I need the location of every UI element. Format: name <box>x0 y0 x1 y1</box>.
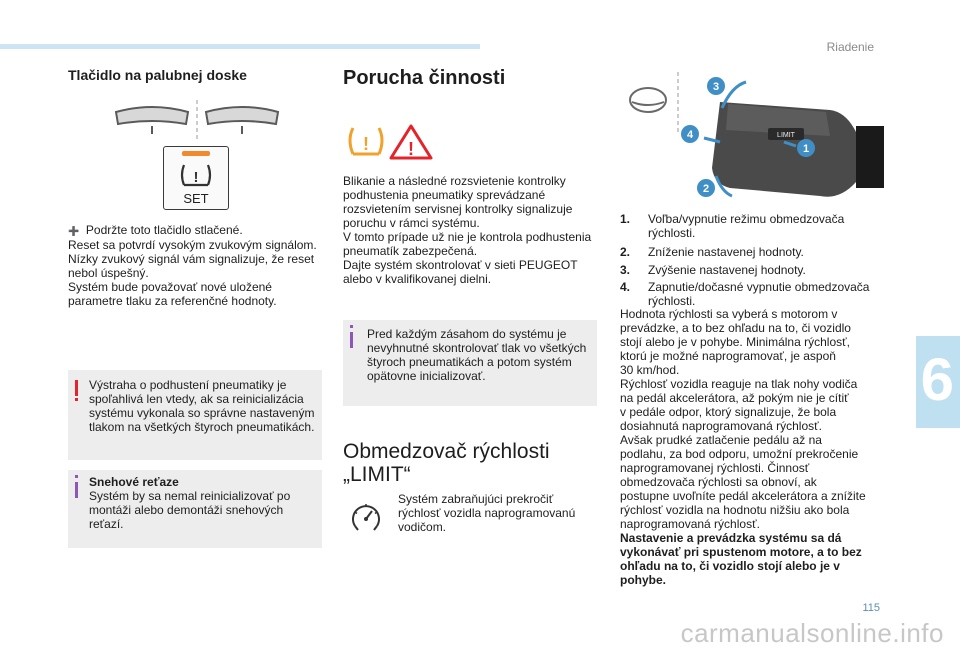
text-line: pneumatík zabezpečená. <box>343 244 478 258</box>
info-box <box>68 470 322 548</box>
text-line: montáži alebo demontáži snehových <box>89 503 284 517</box>
svg-text:!: ! <box>363 134 369 154</box>
chapter-number: 6 <box>920 346 954 413</box>
svg-text:3: 3 <box>712 81 720 93</box>
tire-pressure-icon <box>178 161 214 189</box>
text-line: pohybe. <box>620 573 667 587</box>
text-line: na pedál akcelerátora, až pokým nie je cítiť <box>620 391 849 405</box>
svg-text:2: 2 <box>702 183 710 195</box>
malfunction-title: Porucha činnosti <box>343 67 506 89</box>
text-line: vykonávať pri spustenom motore, a to bez <box>620 545 862 559</box>
malfunction-text <box>343 174 605 286</box>
callout-3 <box>707 77 725 95</box>
warning-box <box>68 370 322 460</box>
text-line: Avšak prudké zatlačenie pedálu až na <box>620 433 822 447</box>
tpms-instructions <box>68 223 324 308</box>
info-box <box>343 320 597 406</box>
text-line: ktorú je možné naprogramovať, je aspoň <box>620 349 836 363</box>
speedometer-icon <box>349 500 383 534</box>
text-line: poruchu v rámci systému. <box>343 216 480 230</box>
text-line: V tomto prípade už nie je kontrola podhustenia <box>343 230 592 244</box>
limiter-title: Obmedzovač rýchlosti „LIMIT“ <box>343 440 550 486</box>
section-title: Riadenie <box>826 40 874 54</box>
steering-wheel-illustration <box>112 100 282 140</box>
page-number: 115 <box>862 602 880 614</box>
svg-text:1: 1 <box>802 143 810 155</box>
warning-icon <box>75 380 78 396</box>
tire-warning-icon <box>350 128 382 154</box>
text-line: Systém by sa nemal reinicializovať po <box>89 489 291 503</box>
warning-lamps <box>345 122 435 162</box>
text-line: opätovne inicializovať. <box>367 369 486 383</box>
text-line: Dajte systém skontrolovať v sieti PEUGEOT <box>343 258 578 272</box>
text-line: Pred každým zásahom do systému je <box>367 327 567 341</box>
text-line: Nastavenie a prevádzka systému sa dá <box>620 531 842 545</box>
text-line: dosiahnutá naprogramovaná rýchlosť. <box>620 419 822 433</box>
text-line: rýchlosť vozidla na hodnotu nižšiu ako bola <box>620 503 850 517</box>
callout-4 <box>681 125 699 143</box>
svg-text:!: ! <box>193 169 199 186</box>
text-line: prevádzke, a to bez ohľadu na to, či vozidlo <box>620 321 851 335</box>
text-line: naprogramovanej rýchlosti. Činnosť <box>620 461 810 475</box>
text-line: alebo v kvalifikovanej dielni. <box>343 272 492 286</box>
callout-1 <box>797 139 815 157</box>
text-line: Výstraha o podhustení pneumatiky je <box>89 378 287 392</box>
text-line: Reset sa potvrdí vysokým zvukovým signálom. <box>68 238 317 252</box>
limit-label: LIMIT <box>777 132 795 139</box>
text-line: stojí alebo je v pohybe. Minimálna rýchlosť, <box>620 335 850 349</box>
text-line: naprogramovaná rýchlosť. <box>620 517 760 531</box>
set-label: SET <box>183 191 209 206</box>
limiter-stalk-illustration <box>620 72 884 202</box>
text-line: nevyhnutné skontrolovať tlak vo všetkých <box>367 341 587 355</box>
tpms-button-title: Tlačidlo na palubnej doske <box>68 67 247 83</box>
text-line: parametre tlaku za referenčné hodnoty. <box>68 294 277 308</box>
text-line: vodičom. <box>398 520 447 534</box>
indicator-led <box>182 151 210 156</box>
service-warning-icon <box>391 126 431 159</box>
info-title: Snehové reťaze <box>89 475 179 489</box>
bullet-icon: ➕ <box>68 226 80 236</box>
text-line: Systém zabraňujúci prekročiť <box>398 492 554 506</box>
text-line: Rýchlosť vozidla reaguje na tlak nohy vodiča <box>620 377 858 391</box>
text-line: tlakom na všetkých štyroch pneumatikách. <box>89 420 315 434</box>
text-line: štyroch pneumatikách a potom systém <box>367 355 572 369</box>
text-line: ohľadu na to, či vozidlo stojí alebo je v <box>620 559 840 573</box>
tpms-reset-button[interactable] <box>163 146 229 210</box>
steering-column <box>856 126 884 188</box>
limiter-intro <box>398 492 608 534</box>
watermark: carmanualsonline.info <box>680 618 944 648</box>
steering-wheel-icon <box>630 88 666 112</box>
text-line: systému vykonala so správne nastaveným <box>89 406 315 420</box>
text-line: Nízky zvukový signál vám signalizuje, že reset <box>68 252 315 266</box>
text-line: v pedále odpor, ktorý signalizuje, že bola <box>620 405 837 419</box>
text-line: 30 km/hod. <box>620 363 680 377</box>
text-line: nebol úspešný. <box>68 266 149 280</box>
text-line: Systém bude považovať nové uložené <box>68 280 272 294</box>
text-line: podhustenia pneumatiky sprevádzané <box>343 188 546 202</box>
text-line: postupne uvoľníte pedál akcelerátora a znížite <box>620 489 866 503</box>
text-line: spoľahlivá len vtedy, ak sa reinicializácia <box>89 392 304 406</box>
text-line: podlahu, za bod odporu, umožní prekročenie <box>620 447 859 461</box>
text-line: rozsvietením servisnej kontrolky signalizuje <box>343 202 573 216</box>
text-line: reťazí. <box>89 517 124 531</box>
info-icon <box>75 482 78 498</box>
header-rule <box>0 44 480 49</box>
text-line: obmedzovača rýchlosti sa obnoví, ak <box>620 475 817 489</box>
text-line: rýchlosť vozidla naprogramovanú <box>398 506 576 520</box>
instruction-line: ➕ Podržte toto tlačidlo stlačené. <box>68 223 243 237</box>
info-icon <box>350 332 353 348</box>
text-line: Hodnota rýchlosti sa vyberá s motorom v <box>620 307 838 321</box>
svg-text:4: 4 <box>686 129 694 141</box>
callout-2 <box>697 179 715 197</box>
text-line: Blikanie a následné rozsvietenie kontrolky <box>343 174 566 188</box>
limiter-description <box>620 307 882 587</box>
svg-text:!: ! <box>408 139 414 159</box>
